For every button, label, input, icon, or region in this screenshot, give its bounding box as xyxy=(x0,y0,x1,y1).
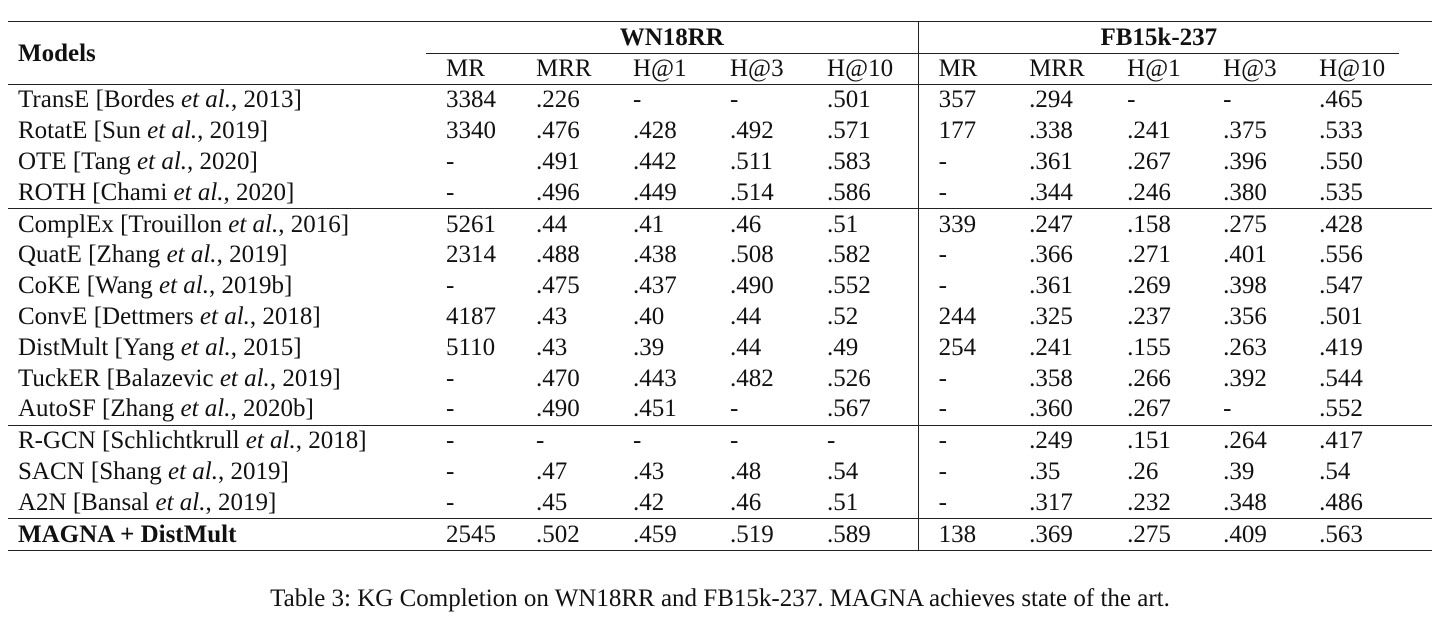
wn18rr-value-cell: .459 xyxy=(618,519,715,551)
wn18rr-value-cell: .51 xyxy=(812,209,918,240)
model-name-cell xyxy=(8,177,426,208)
citation-et-al: et al. xyxy=(147,117,198,145)
fb15k-237-value-cell: 138 xyxy=(918,519,1014,551)
table-row xyxy=(8,302,1432,333)
citation-year: , 2016] xyxy=(278,210,350,238)
fb15k-237-value-cell: - xyxy=(938,488,947,516)
model-name-cell xyxy=(8,271,426,302)
table-row xyxy=(8,425,1432,456)
fb15k-237-value-cell: .392 xyxy=(1223,364,1267,392)
model-name-cell xyxy=(8,116,426,147)
model-name-cell xyxy=(8,487,426,518)
wn18rr-value-cell: .583 xyxy=(812,147,918,178)
wn18rr-value-cell: .438 xyxy=(633,241,677,269)
wn18rr-value-cell: .589 xyxy=(812,519,918,551)
citation-year: , 2015] xyxy=(230,333,302,361)
wn18rr-value-cell: .51 xyxy=(812,487,918,518)
fb15k-237-value-cell: .356 xyxy=(1223,302,1267,330)
wn18rr-value-cell: .514 xyxy=(730,178,774,206)
row-spacer xyxy=(1399,147,1432,178)
model-name-cell xyxy=(8,363,426,394)
model-name-cell xyxy=(8,240,426,271)
citation-year: , 2018] xyxy=(249,302,321,330)
model-name-cell xyxy=(8,332,426,363)
fb15k-237-value-cell: .158 xyxy=(1112,209,1208,240)
fb15k-237-value-cell: .544 xyxy=(1319,364,1363,392)
fb15k-237-value-cell: .249 xyxy=(1014,425,1112,456)
model-name: ComplEx [Trouillon xyxy=(18,210,229,238)
wn18rr-value-cell: - xyxy=(618,85,715,116)
citation-et-al: et al. xyxy=(159,272,210,300)
model-name: CoKE [Wang xyxy=(18,272,160,300)
fb15k-237-value-cell: .246 xyxy=(1127,178,1171,206)
row-spacer xyxy=(1399,363,1432,394)
wn18rr-value-cell: - xyxy=(426,425,521,456)
fb15k-237-value-cell: .535 xyxy=(1319,178,1363,206)
row-spacer xyxy=(1399,519,1432,551)
fb15k-237-value-cell: - xyxy=(938,457,947,485)
table-row xyxy=(8,457,1432,488)
fb15k-237-value-cell: .35 xyxy=(1029,457,1061,485)
metric-header: MRR xyxy=(1029,55,1085,82)
fb15k-237-value-cell: 357 xyxy=(918,85,1014,116)
wn18rr-value-cell: - xyxy=(446,488,455,516)
wn18rr-value-cell: .490 xyxy=(536,395,580,423)
wn18rr-value-cell: .46 xyxy=(715,209,812,240)
wn18rr-value-cell: 2314 xyxy=(446,241,496,269)
model-name: ConvE [Dettmers xyxy=(18,302,200,330)
citation-et-al: et al. xyxy=(180,86,231,114)
fb15k-237-value-cell: .241 xyxy=(1029,333,1073,361)
metric-header: H@10 xyxy=(1319,55,1386,82)
wn18rr-value-cell: .582 xyxy=(812,240,918,271)
wn18rr-value-cell: .49 xyxy=(812,332,918,363)
wn18rr-value-cell: .571 xyxy=(812,116,918,147)
group-header-wn18rr: WN18RR xyxy=(426,22,918,54)
wn18rr-value-cell: .491 xyxy=(536,147,580,175)
row-spacer xyxy=(1399,302,1432,333)
fb15k-237-value-cell: .155 xyxy=(1127,333,1171,361)
row-spacer xyxy=(1399,457,1432,488)
wn18rr-value-cell: 3384 xyxy=(426,85,521,116)
wn18rr-value-cell: - xyxy=(521,425,618,456)
fb15k-237-value-cell: - xyxy=(938,241,947,269)
metric-header: H@3 xyxy=(1223,55,1277,82)
citation-et-al: et al. xyxy=(180,333,231,361)
metric-header: H@3 xyxy=(730,55,784,82)
row-spacer xyxy=(1399,85,1432,116)
fb15k-237-value-cell: .338 xyxy=(1029,117,1073,145)
model-name-cell xyxy=(8,457,426,488)
model-name: DistMult [Yang xyxy=(18,333,181,361)
fb15k-237-value-cell: .501 xyxy=(1319,302,1363,330)
model-name-cell xyxy=(8,394,426,425)
fb15k-237-value-cell: .348 xyxy=(1223,488,1267,516)
citation-year: , 2019] xyxy=(269,364,341,392)
citation-et-al: et al. xyxy=(228,210,279,238)
fb15k-237-value-cell: .237 xyxy=(1127,302,1171,330)
model-name-cell xyxy=(8,519,426,551)
wn18rr-value-cell: .451 xyxy=(633,395,677,423)
table-row xyxy=(8,271,1432,302)
wn18rr-value-cell: .44 xyxy=(521,209,618,240)
fb15k-237-value-cell: - xyxy=(938,395,947,423)
fb15k-237-value-cell: .151 xyxy=(1112,425,1208,456)
fb15k-237-value-cell: .409 xyxy=(1208,519,1304,551)
fb15k-237-value-cell: .428 xyxy=(1304,209,1399,240)
model-name: TuckER [Balazevic xyxy=(18,364,220,392)
fb15k-237-value-cell: .266 xyxy=(1127,364,1171,392)
citation-et-al: et al. xyxy=(137,147,188,175)
metric-header: H@1 xyxy=(633,55,687,82)
model-name: A2N [Bansal xyxy=(18,488,156,516)
table-header xyxy=(8,22,1432,85)
wn18rr-value-cell: .476 xyxy=(536,117,580,145)
wn18rr-value-cell: .44 xyxy=(730,333,762,361)
fb15k-237-value-cell: - xyxy=(938,364,947,392)
citation-year: , 2019] xyxy=(216,241,288,269)
fb15k-237-value-cell: .465 xyxy=(1304,85,1399,116)
citation-year: , 2019] xyxy=(205,488,277,516)
wn18rr-value-cell: .442 xyxy=(633,147,677,175)
wn18rr-value-cell: .41 xyxy=(618,209,715,240)
wn18rr-value-cell: .43 xyxy=(633,457,665,485)
fb15k-237-value-cell: .267 xyxy=(1127,147,1171,175)
fb15k-237-value-cell: 254 xyxy=(938,333,977,361)
model-name-cell xyxy=(8,302,426,333)
wn18rr-value-cell: .488 xyxy=(536,241,580,269)
fb15k-237-value-cell: .398 xyxy=(1223,272,1267,300)
table-row xyxy=(8,177,1432,208)
wn18rr-value-cell: .437 xyxy=(633,272,677,300)
wn18rr-value-cell: .226 xyxy=(521,85,618,116)
citation-year: , 2020b] xyxy=(230,395,314,423)
header-spacer xyxy=(1399,22,1432,54)
wn18rr-value-cell: .48 xyxy=(730,457,762,485)
table-row xyxy=(8,240,1432,271)
citation-et-al: et al. xyxy=(173,178,224,206)
row-spacer xyxy=(1399,332,1432,363)
wn18rr-value-cell: .43 xyxy=(536,302,568,330)
wn18rr-value-cell: - xyxy=(446,395,455,423)
wn18rr-value-cell: .519 xyxy=(715,519,812,551)
fb15k-237-value-cell: .241 xyxy=(1127,117,1171,145)
fb15k-237-value-cell: 177 xyxy=(938,117,977,145)
fb15k-237-value-cell: .344 xyxy=(1029,178,1073,206)
wn18rr-value-cell: .43 xyxy=(536,333,568,361)
wn18rr-value-cell: - xyxy=(446,364,455,392)
metric-header: MR xyxy=(446,55,485,82)
model-name: RotatE [Sun xyxy=(18,117,148,145)
fb15k-237-value-cell: .361 xyxy=(1029,272,1073,300)
fb15k-237-value-cell: .271 xyxy=(1127,241,1171,269)
results-table xyxy=(8,21,1432,551)
metric-header: H@10 xyxy=(812,54,918,85)
fb15k-237-value-cell: .263 xyxy=(1223,333,1267,361)
fb15k-237-value-cell: .419 xyxy=(1319,333,1363,361)
row-spacer xyxy=(1399,116,1432,147)
citation-year: , 2020] xyxy=(223,178,295,206)
model-name-cell xyxy=(8,85,426,116)
table-row xyxy=(8,209,1432,240)
citation-et-al: et al. xyxy=(155,488,206,516)
wn18rr-value-cell: .508 xyxy=(730,241,774,269)
fb15k-237-value-cell: .533 xyxy=(1319,117,1363,145)
wn18rr-value-cell: - xyxy=(446,272,455,300)
wn18rr-value-cell: .552 xyxy=(812,271,918,302)
citation-et-al: et al. xyxy=(166,241,217,269)
fb15k-237-value-cell: .369 xyxy=(1014,519,1112,551)
row-spacer xyxy=(1399,271,1432,302)
wn18rr-value-cell: .496 xyxy=(536,178,580,206)
fb15k-237-value-cell: .366 xyxy=(1029,241,1073,269)
model-name: ROTH [Chami xyxy=(18,178,174,206)
fb15k-237-value-cell: .375 xyxy=(1223,117,1267,145)
model-name-cell xyxy=(8,209,426,240)
fb15k-237-value-cell: .247 xyxy=(1014,209,1112,240)
row-spacer xyxy=(1399,177,1432,208)
model-name-cell xyxy=(8,425,426,456)
fb15k-237-value-cell: .54 xyxy=(1319,457,1351,485)
wn18rr-value-cell: 5110 xyxy=(446,333,496,361)
metric-header: MR xyxy=(938,55,978,82)
row-spacer xyxy=(1399,209,1432,240)
wn18rr-value-cell: - xyxy=(446,457,455,485)
table-row xyxy=(8,147,1432,178)
fb15k-237-value-cell: .396 xyxy=(1223,147,1267,175)
metric-header: H@1 xyxy=(1127,55,1181,82)
fb15k-237-value-cell: - xyxy=(938,178,947,206)
fb15k-237-value-cell: .417 xyxy=(1304,425,1399,456)
wn18rr-value-cell: .490 xyxy=(730,272,774,300)
row-spacer xyxy=(1399,425,1432,456)
fb15k-237-value-cell: .294 xyxy=(1014,85,1112,116)
fb15k-237-value-cell: .267 xyxy=(1127,395,1171,423)
model-name: AutoSF [Zhang xyxy=(18,395,181,423)
fb15k-237-value-cell: .552 xyxy=(1319,395,1363,423)
fb15k-237-value-cell: .317 xyxy=(1029,488,1073,516)
wn18rr-value-cell: .44 xyxy=(730,302,762,330)
wn18rr-value-cell: .54 xyxy=(812,457,918,488)
citation-et-al: et al. xyxy=(219,364,270,392)
wn18rr-value-cell: .42 xyxy=(633,488,665,516)
wn18rr-value-cell: .526 xyxy=(812,363,918,394)
fb15k-237-value-cell: .486 xyxy=(1319,488,1363,516)
fb15k-237-value-cell: .275 xyxy=(1208,209,1304,240)
citation-year: , 2019] xyxy=(197,117,268,145)
table-row xyxy=(8,363,1432,394)
table-row xyxy=(8,394,1432,425)
fb15k-237-value-cell: .39 xyxy=(1223,457,1255,485)
model-name: R-GCN [Schlichtkrull xyxy=(18,427,246,455)
fb15k-237-value-cell: .550 xyxy=(1319,147,1363,175)
header-spacer xyxy=(1399,54,1432,85)
fb15k-237-value-cell: .358 xyxy=(1029,364,1073,392)
fb15k-237-value-cell: - xyxy=(938,147,947,175)
fb15k-237-value-cell: .556 xyxy=(1319,241,1363,269)
wn18rr-value-cell: .567 xyxy=(812,394,918,425)
wn18rr-value-cell: - xyxy=(715,425,812,456)
table-row xyxy=(8,85,1432,116)
wn18rr-value-cell: 5261 xyxy=(426,209,521,240)
fb15k-237-value-cell: .275 xyxy=(1112,519,1208,551)
fb15k-237-value-cell: 339 xyxy=(918,209,1014,240)
table-row xyxy=(8,519,1432,551)
fb15k-237-value-cell: .325 xyxy=(1029,302,1073,330)
fb15k-237-value-cell: .401 xyxy=(1223,241,1267,269)
model-name: QuatE [Zhang xyxy=(18,241,167,269)
citation-year: , 2019] xyxy=(218,457,289,485)
wn18rr-value-cell: 4187 xyxy=(446,302,496,330)
models-header: Models xyxy=(8,22,426,85)
group-header-row xyxy=(8,22,1432,54)
model-name: SACN [Shang xyxy=(18,457,169,485)
fb15k-237-value-cell: - xyxy=(1208,85,1304,116)
fb15k-237-value-cell: .232 xyxy=(1127,488,1171,516)
fb15k-237-value-cell: - xyxy=(1223,395,1232,423)
citation-year: , 2019b] xyxy=(209,272,293,300)
results-table-container xyxy=(8,21,1432,551)
fb15k-237-value-cell: .269 xyxy=(1127,272,1171,300)
fb15k-237-value-cell: .360 xyxy=(1029,395,1073,423)
row-spacer xyxy=(1399,394,1432,425)
wn18rr-value-cell: .45 xyxy=(536,488,568,516)
table-body xyxy=(8,85,1432,551)
group-header-fb15k-237: FB15k-237 xyxy=(918,22,1399,54)
citation-year: , 2013] xyxy=(230,86,302,114)
citation-year: , 2020] xyxy=(187,147,258,175)
wn18rr-value-cell: 3340 xyxy=(446,117,496,145)
wn18rr-value-cell: .52 xyxy=(812,302,918,333)
wn18rr-value-cell: .501 xyxy=(812,85,918,116)
fb15k-237-value-cell: - xyxy=(1112,85,1208,116)
row-spacer xyxy=(1399,240,1432,271)
wn18rr-value-cell: .443 xyxy=(633,364,677,392)
fb15k-237-value-cell: .361 xyxy=(1029,147,1073,175)
row-spacer xyxy=(1399,487,1432,518)
citation-et-al: et al. xyxy=(180,395,231,423)
wn18rr-value-cell: 2545 xyxy=(426,519,521,551)
fb15k-237-value-cell: .380 xyxy=(1223,178,1267,206)
wn18rr-value-cell: .482 xyxy=(730,364,774,392)
citation-et-al: et al. xyxy=(199,302,250,330)
metric-header: MRR xyxy=(536,55,592,82)
fb15k-237-value-cell: - xyxy=(918,425,1014,456)
citation-et-al: et al. xyxy=(245,427,296,455)
wn18rr-value-cell: .449 xyxy=(633,178,677,206)
wn18rr-value-cell: .39 xyxy=(633,333,665,361)
model-name: MAGNA + DistMult xyxy=(18,520,237,548)
fb15k-237-value-cell: .26 xyxy=(1127,457,1159,485)
fb15k-237-value-cell: 244 xyxy=(938,302,977,330)
wn18rr-value-cell: .586 xyxy=(812,177,918,208)
wn18rr-value-cell: - xyxy=(715,85,812,116)
wn18rr-value-cell: - xyxy=(812,425,918,456)
wn18rr-value-cell: .475 xyxy=(536,272,580,300)
wn18rr-value-cell: .46 xyxy=(730,488,762,516)
wn18rr-value-cell: .492 xyxy=(730,117,774,145)
table-row xyxy=(8,332,1432,363)
fb15k-237-value-cell: .563 xyxy=(1304,519,1399,551)
wn18rr-value-cell: - xyxy=(446,147,455,175)
table-caption: Table 3: KG Completion on WN18RR and FB15k-237. MAGNA achieves state of the art. xyxy=(270,585,1170,612)
citation-et-al: et al. xyxy=(168,457,219,485)
fb15k-237-value-cell: .264 xyxy=(1208,425,1304,456)
fb15k-237-value-cell: .547 xyxy=(1319,272,1363,300)
wn18rr-value-cell: - xyxy=(618,425,715,456)
wn18rr-value-cell: .47 xyxy=(536,457,568,485)
wn18rr-value-cell: .502 xyxy=(521,519,618,551)
model-name: TransE [Bordes xyxy=(18,86,181,114)
model-name-cell xyxy=(8,147,426,178)
wn18rr-value-cell: - xyxy=(730,395,739,423)
fb15k-237-value-cell: - xyxy=(938,272,947,300)
table-row xyxy=(8,487,1432,518)
citation-year: , 2018] xyxy=(295,427,367,455)
wn18rr-value-cell: .428 xyxy=(633,117,677,145)
table-row xyxy=(8,116,1432,147)
wn18rr-value-cell: .511 xyxy=(730,147,773,175)
wn18rr-value-cell: .470 xyxy=(536,364,580,392)
wn18rr-value-cell: .40 xyxy=(633,302,665,330)
wn18rr-value-cell: - xyxy=(446,178,455,206)
model-name: OTE [Tang xyxy=(18,147,138,175)
